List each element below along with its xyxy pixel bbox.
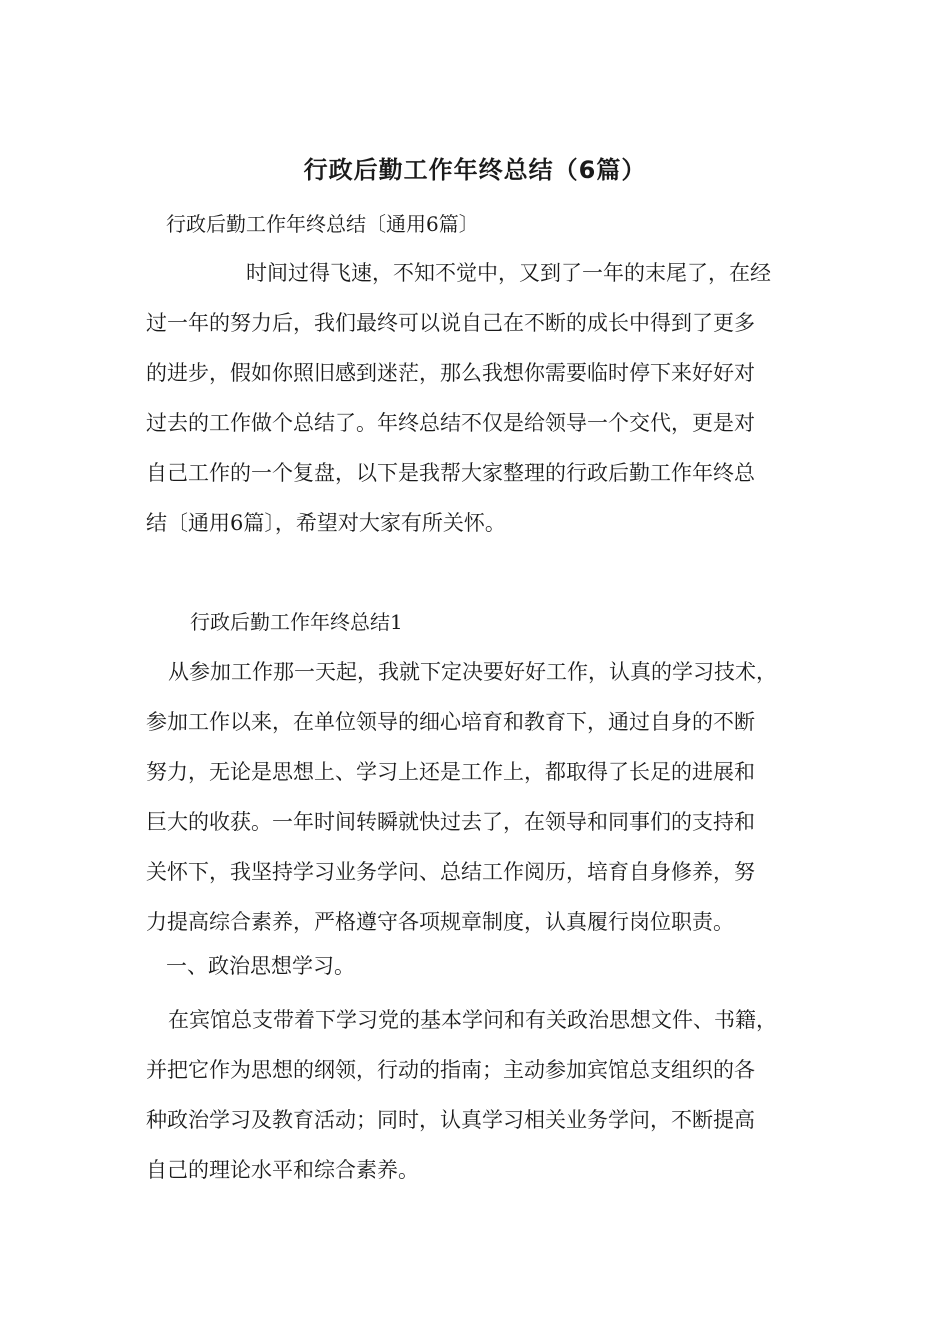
paragraph-line: 努力，无论是思想上、学习上还是工作上，都取得了长足的进展和 (146, 760, 755, 784)
body-paragraph-2 (146, 995, 830, 1195)
paragraph-line: 并把它作为思想的纲领，行动的指南；主动参加宾馆总支组织的各 (146, 1058, 755, 1082)
paragraph-line: 巨大的收获。一年时间转瞬就快过去了，在领导和同事们的支持和 (146, 810, 755, 834)
body-paragraph-1 (146, 647, 830, 947)
paragraph-line: 自己的理论水平和综合素养。 (146, 1158, 419, 1182)
intro-line: 自己工作的一个复盘，以下是我帮大家整理的行政后勤工作年终总 (146, 461, 755, 485)
paragraph-line: 从参加工作那一天起，我就下定决要好好工作，认真的学习技术， (168, 660, 777, 684)
intro-line: 时间过得飞速，不知不觉中，又到了一年的末尾了，在经 (246, 261, 771, 285)
paragraph-line: 关怀下，我坚持学习业务学问、总结工作阅历，培育自身修养，努 (146, 860, 755, 884)
document-subtitle: 行政后勤工作年终总结〔通用6篇〕 (166, 212, 479, 236)
section-heading: 行政后勤工作年终总结1 (190, 610, 403, 634)
document-title: 行政后勤工作年终总结（6篇） (303, 156, 647, 184)
subheading-politics: 一、政治思想学习。 (166, 954, 355, 978)
intro-line: 的进步，假如你照旧感到迷茫，那么我想你需要临时停下来好好对 (146, 361, 755, 385)
intro-paragraph (146, 248, 830, 548)
paragraph-line: 种政治学习及教育活动；同时，认真学习相关业务学问，不断提高 (146, 1108, 755, 1132)
intro-line: 过去的工作做个总结了。年终总结不仅是给领导一个交代，更是对 (146, 411, 755, 435)
intro-line: 结〔通用6篇〕，希望对大家有所关怀。 (146, 511, 506, 535)
intro-line: 过一年的努力后，我们最终可以说自己在不断的成长中得到了更多 (146, 311, 755, 335)
paragraph-line: 力提高综合素养，严格遵守各项规章制度，认真履行岗位职责。 (146, 910, 734, 934)
paragraph-line: 参加工作以来，在单位领导的细心培育和教育下，通过自身的不断 (146, 710, 755, 734)
paragraph-line: 在宾馆总支带着下学习党的基本学问和有关政治思想文件、书籍， (168, 1008, 777, 1032)
